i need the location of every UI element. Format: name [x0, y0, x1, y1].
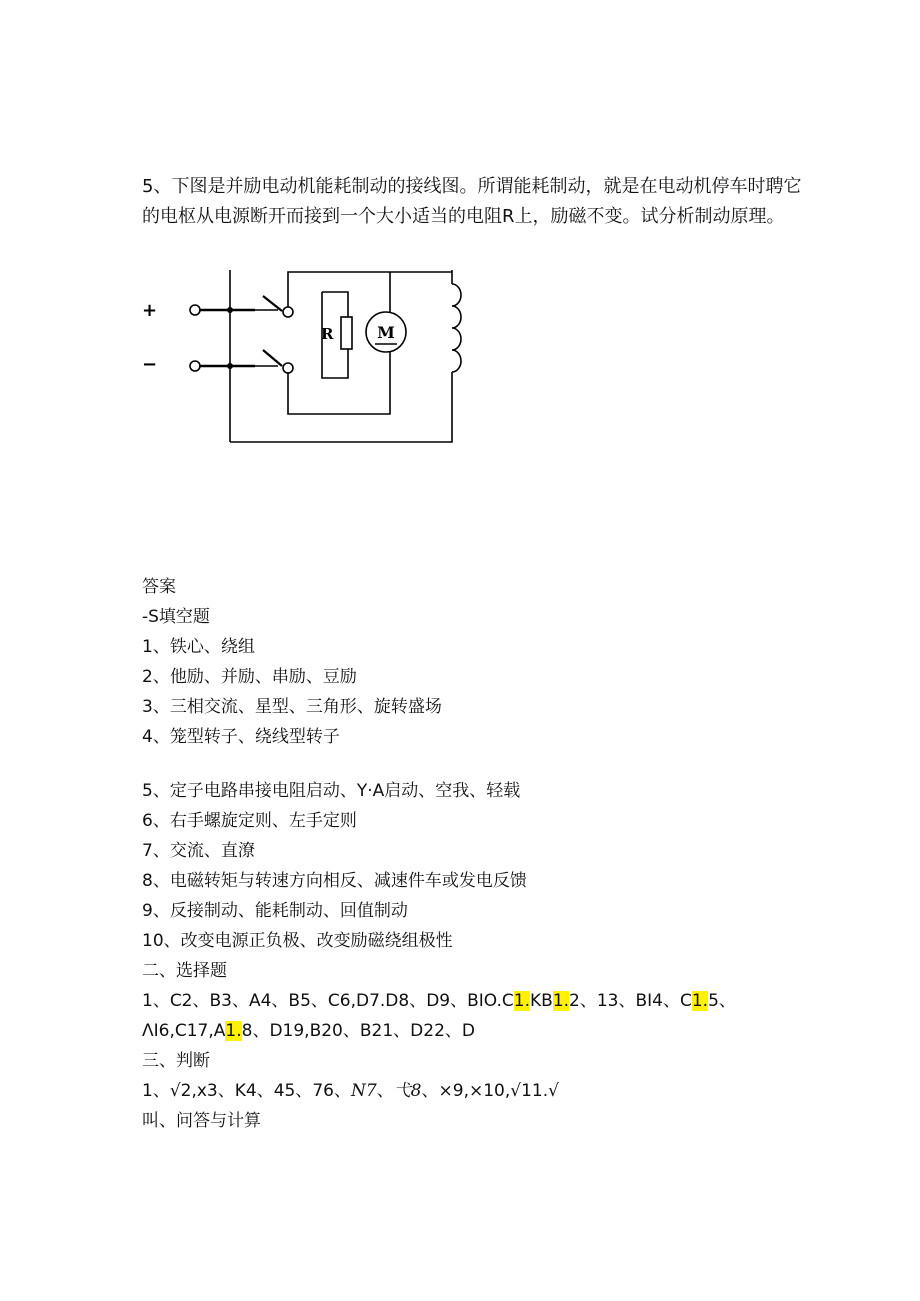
minus-label: −: [142, 354, 158, 375]
judge-text-italic: N7: [350, 1081, 377, 1101]
resistor-label: R: [321, 325, 334, 343]
fill-answer-7: 7、交流、直潦: [142, 841, 255, 861]
switch-2-contact: [283, 363, 293, 373]
fill-answer-2: 2、他励、并励、串励、豆励: [142, 667, 357, 687]
choice-text: 5、: [708, 991, 736, 1011]
plus-terminal: [190, 305, 200, 315]
answers-section: [142, 572, 882, 1136]
motor-label: M: [377, 323, 395, 342]
choice-text: 1、C2、B3、A4、B5、C6,D7.D8、D9、BIO.C: [142, 991, 514, 1011]
highlighted-text: 1.: [552, 991, 570, 1011]
field-winding-coil: [452, 284, 461, 372]
section-qa-heading: 叫、问答与计算: [142, 1111, 261, 1131]
choice-text: 8、D19,B20、B21、D22、D: [241, 1021, 475, 1041]
choice-text: 2、13、BI4、C: [569, 991, 692, 1011]
choice-answers-line-2: [142, 1016, 882, 1046]
fill-answer-4: 4、笼型转子、绕线型转子: [142, 727, 340, 747]
answers-title: 答案: [142, 577, 176, 597]
highlighted-text: 1.: [691, 991, 709, 1011]
fill-answer-5: 5、定子电路串接电阻启动、Y·A启动、空我、轻载: [142, 781, 521, 801]
judge-text-italic: 弋8: [393, 1081, 422, 1101]
plus-label: +: [142, 300, 158, 321]
fill-answer-6: 6、右手螺旋定则、左手定则: [142, 811, 357, 831]
junction-dot-plus: [227, 307, 233, 313]
fill-answer-9: 9、反接制动、能耗制动、回值制动: [142, 901, 408, 921]
fill-answer-10: 10、改变电源正负极、改变励磁绕组极性: [142, 931, 453, 951]
question-5-line-1: 5、下图是并励电动机能耗制动的接线图。所谓能耗制动，就是在电动机停车时聘它: [142, 176, 802, 197]
section-fill-blank-heading: -S填空题: [142, 607, 210, 627]
choice-text: ΛI6,C17,A: [142, 1021, 226, 1041]
judge-answers: [142, 1076, 882, 1106]
judge-text: 、×9,×10,√11.√: [421, 1081, 559, 1101]
fill-answer-8: 8、电磁转矩与转速方向相反、减速件车或发电反馈: [142, 871, 527, 891]
highlighted-text: 1.: [513, 991, 530, 1011]
junction-dot-minus: [227, 363, 233, 369]
question-5-text: [142, 172, 842, 232]
judge-text: 1、√2,x3、K4、45、76、: [142, 1081, 351, 1101]
top-wire: [288, 272, 452, 307]
switch-2-blade: [263, 350, 282, 366]
section-judge-heading: 三、判断: [142, 1051, 210, 1071]
fill-answer-3: 3、三相交流、星型、三角形、旋转盛场: [142, 697, 442, 717]
resistor-symbol: [341, 317, 352, 349]
highlighted-text: 1.: [225, 1021, 242, 1041]
fill-answer-1: 1、铁心、绕组: [142, 637, 255, 657]
judge-text: 、: [376, 1081, 394, 1101]
section-choice-heading: 二、选择题: [142, 961, 227, 981]
bottom-wire: [230, 372, 452, 442]
question-5-line-2: 的电枢从电源断开而接到一个大小适当的电阻R上，励磁不变。试分析制动原理。: [142, 206, 785, 227]
minus-terminal: [190, 361, 200, 371]
switch-1-blade: [263, 296, 282, 311]
choice-answers-line-1: [142, 986, 882, 1016]
shunt-motor-braking-diagram: [130, 262, 490, 452]
spacer: [142, 752, 882, 776]
switch-1-contact: [283, 307, 293, 317]
choice-text: KB: [530, 991, 553, 1011]
